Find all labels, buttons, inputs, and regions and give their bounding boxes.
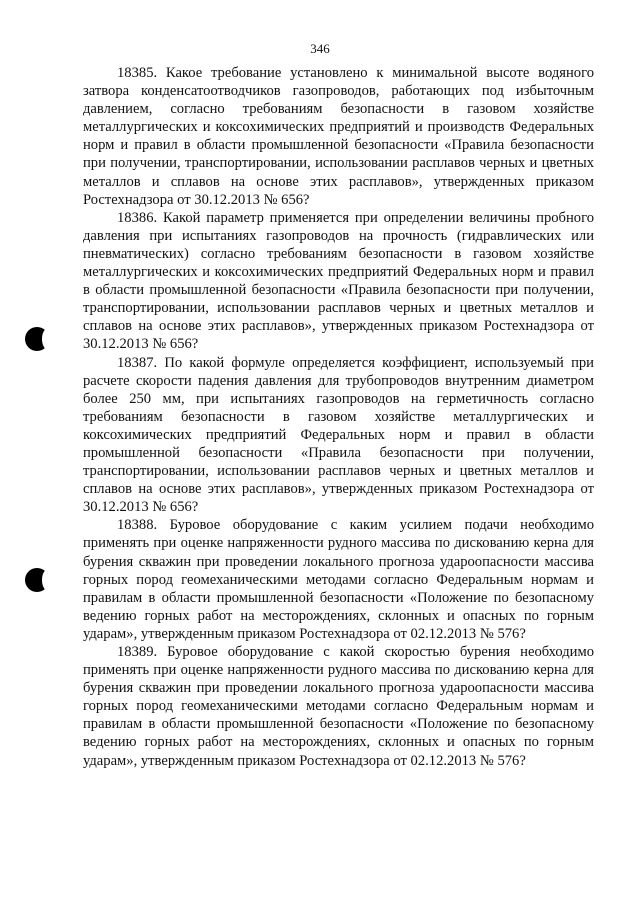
question-18389: 18389. Буровое оборудование с какой скоростью бурения необходимо применять при оценке напряженности рудного массива по дискованию керна для бурения скважин при проведении локального прогноза удароопасности массива горных пород геомеханическими методами согласно Федеральным нормам и правилам в области промышленной безопасности «Положение по безопасному ведению горных работ на месторождениях, склонных и опасных по горным ударам», утвержденным приказом Ростехнадзора от 02.12.2013 № 576? xyxy=(83,644,594,769)
page-number: 346 xyxy=(310,41,330,56)
document-body xyxy=(83,64,594,770)
question-18387: 18387. По какой формуле определяется коэффициент, используемый при расчете скорости падения давления для трубопроводов внутренним диаметром более 250 мм, при испытаниях газопроводов на герметичность согласно требованиям безопасности в газовом хозяйстве металлургических и коксохимических предприятий Федеральных норм и правил в области промышленной безопасности «Правила безопасности при получении, транспортировании, использовании расплавов черных и цветных металлов и сплавов на основе этих расплавов», утвержденных приказом Ростехнадзора от 30.12.2013 № 656? xyxy=(83,354,594,516)
punch-hole-lower xyxy=(25,568,49,592)
punch-hole-upper xyxy=(25,327,49,351)
question-18386: 18386. Какой параметр применяется при определении величины пробного давления при испытаниях газопроводов на прочность (гидравлических или пневматических) согласно требованиям безопасности в газовом хозяйстве металлургических и коксохимических предприятий Федеральных норм и правил в области промышленной безопасности «Правила безопасности при получении, транспортировании, использовании расплавов черных и цветных металлов и сплавов на основе этих расплавов», утвержденных приказом Ростехнадзора от 30.12.2013 № 656? xyxy=(83,209,594,353)
question-18388: 18388. Буровое оборудование с каким усилием подачи необходимо применять при оценке напряженности рудного массива по дискованию керна для бурения скважин при проведении локального прогноза удароопасности массива горных пород геомеханическими методами согласно Федеральным нормам и правилам в области промышленной безопасности «Положение по безопасному ведению горных работ на месторождениях, склонных и опасных по горным ударам», утвержденным приказом Ростехнадзора от 02.12.2013 № 576? xyxy=(83,517,594,642)
question-18385: 18385. Какое требование установлено к минимальной высоте водяного затвора конденсатоотводчиков газопроводов, работающих под избыточным давлением, согласно требованиям безопасности в газовом хозяйстве металлургических и коксохимических предприятий и производств Федеральных норм и правил в области промышленной безопасности «Правила безопасности при получении, транспортировании, использовании расплавов черных и цветных металлов и сплавов на основе этих расплавов», утвержденных приказом Ростехнадзора от 30.12.2013 № 656? xyxy=(83,65,594,208)
